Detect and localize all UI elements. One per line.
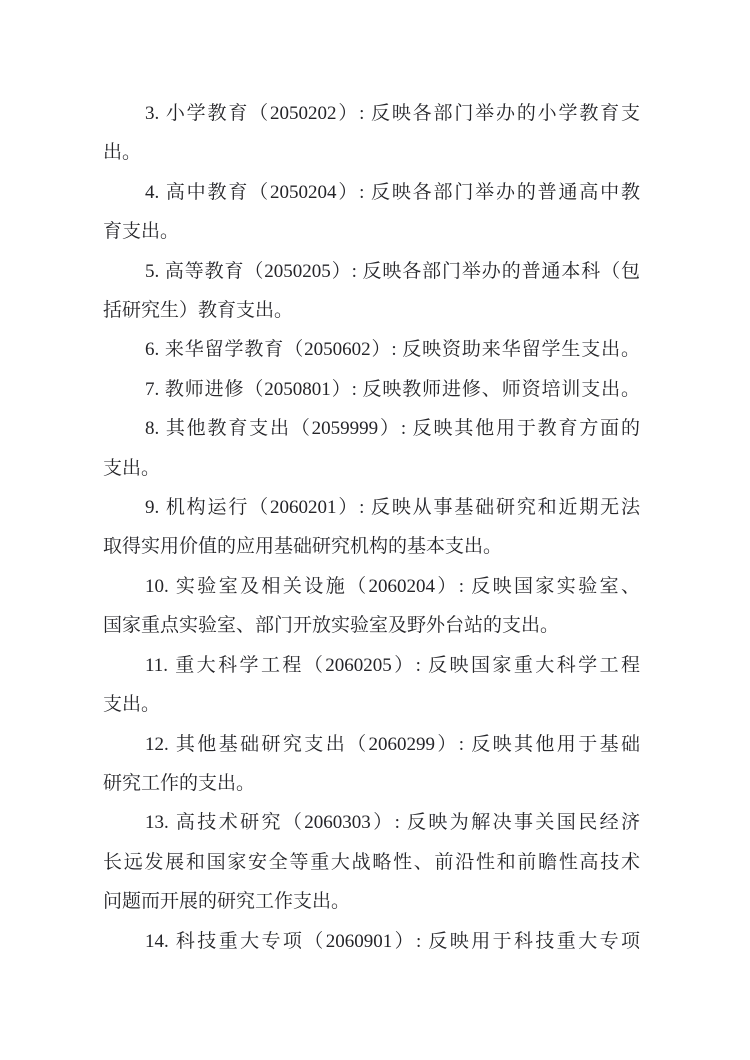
text-line: 3. 小学教育（2050202）: 反映各部门举办的小学教育支 (145, 103, 640, 124)
text-line: 14. 科技重大专项（2060901）: 反映用于科技重大专项 (145, 930, 640, 952)
text-line: 国家重点实验室、部门开放实验室及野外台站的支出。 (103, 615, 560, 637)
text-line: 8. 其他教育支出（2059999）: 反映其他用于教育方面的 (145, 418, 640, 440)
document-content (103, 94, 640, 961)
text-line: 13. 高技术研究（2060303）: 反映为解决事关国民经济 (145, 812, 640, 834)
text-line: 括研究生）教育支出。 (103, 300, 294, 322)
text-line: 育支出。 (103, 221, 180, 243)
text-line: 研究工作的支出。 (103, 772, 256, 794)
text-line: 取得实用价值的应用基础研究机构的基本支出。 (103, 536, 503, 558)
paragraph-5 (103, 252, 640, 331)
paragraph-12 (103, 725, 640, 804)
paragraph-10 (103, 567, 640, 646)
text-line: 5. 高等教育（2050205）: 反映各部门举办的普通本科（包 (145, 260, 640, 282)
paragraph-4 (103, 173, 640, 252)
paragraph-8 (103, 409, 640, 488)
paragraph-3 (103, 94, 640, 173)
paragraph-6 (103, 330, 640, 369)
text-line: 支出。 (103, 457, 161, 479)
text-line: 11. 重大科学工程（2060205）: 反映国家重大科学工程 (145, 654, 640, 676)
text-line: 7. 教师进修（2050801）: 反映教师进修、师资培训支出。 (145, 378, 640, 400)
paragraph-13 (103, 803, 640, 921)
text-line: 6. 来华留学教育（2050602）: 反映资助来华留学生支出。 (145, 339, 640, 361)
text-line: 12. 其他基础研究支出（2060299）: 反映其他用于基础 (145, 733, 640, 755)
text-line: 10. 实验室及相关设施（2060204）: 反映国家实验室、 (145, 575, 640, 597)
text-line: 支出。 (103, 694, 161, 716)
text-line: 问题而开展的研究工作支出。 (103, 891, 351, 913)
paragraph-14 (103, 922, 640, 961)
text-line: 出。 (103, 142, 142, 164)
text-line: 9. 机构运行（2060201）: 反映从事基础研究和近期无法 (145, 497, 640, 519)
text-line: 4. 高中教育（2050204）: 反映各部门举办的普通高中教 (145, 181, 640, 203)
paragraph-11 (103, 646, 640, 725)
text-line: 长远发展和国家安全等重大战略性、前沿性和前瞻性高技术 (103, 851, 640, 873)
paragraph-7 (103, 370, 640, 409)
paragraph-9 (103, 488, 640, 567)
